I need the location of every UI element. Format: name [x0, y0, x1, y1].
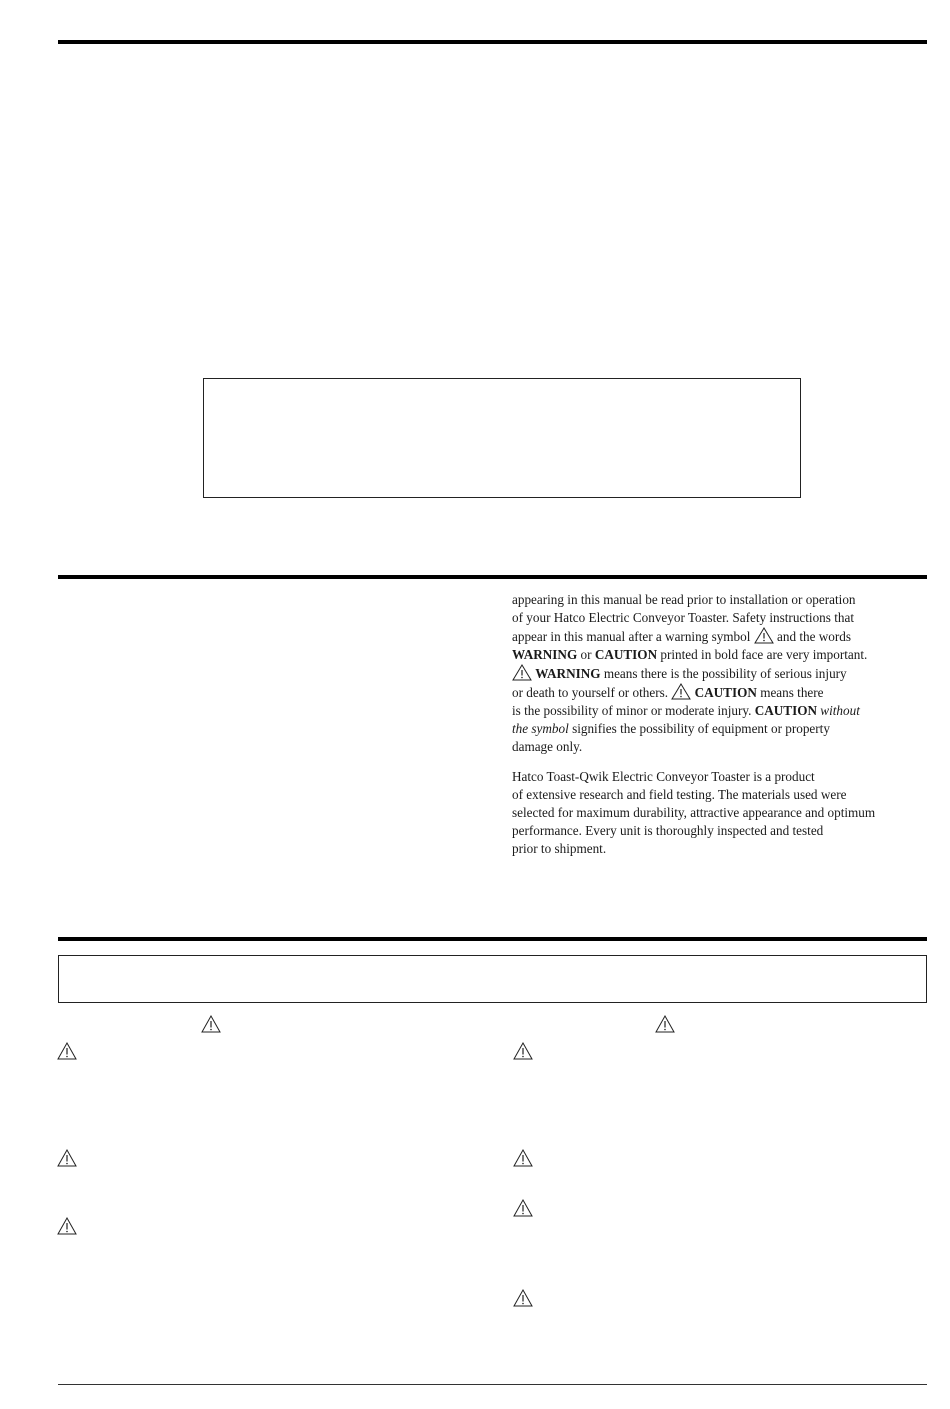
header-rule [58, 40, 927, 44]
section-rule [58, 575, 927, 579]
text-line: signifies the possibility of equipment or property [572, 721, 830, 736]
text-line: prior to shipment. [512, 841, 607, 856]
without-symbol-text: the symbol [512, 721, 569, 736]
text-line: damage only. [512, 739, 583, 754]
text-line: means there is the possibility of serious injury [603, 666, 847, 681]
text-line: of extensive research and field testing. The materials used were [512, 787, 847, 802]
safety-section-rule [58, 937, 927, 941]
text-line: or death to yourself or others. [512, 685, 669, 700]
text-line: or [580, 647, 592, 662]
text-line: Hatco Toast-Qwik Electric Conveyor Toaster is a product [512, 769, 815, 784]
warning-word: WARNING [512, 647, 578, 662]
text-line: means there [760, 685, 824, 700]
caution-word: CAUTION [694, 685, 757, 700]
warning-triangle-icon [512, 664, 532, 681]
warning-triangle-icon [513, 1149, 533, 1167]
text-line: appear in this manual after a warning symbol [512, 629, 751, 644]
caution-word: CAUTION [594, 647, 658, 662]
warning-word: WARNING [535, 666, 601, 681]
warning-triangle-icon [513, 1199, 533, 1217]
footer-rule [58, 1384, 927, 1385]
warning-triangle-icon [754, 627, 774, 644]
text-line: and the words [777, 629, 851, 644]
caution-word: CAUTION [754, 703, 817, 718]
text-line: printed in bold face are very important. [660, 647, 868, 662]
warning-triangle-icon [57, 1149, 77, 1167]
warning-triangle-icon [671, 683, 691, 700]
text-line: is the possibility of minor or moderate injury. [512, 703, 752, 718]
warning-triangle-icon [57, 1217, 77, 1235]
product-paragraph [512, 768, 932, 858]
text-line: appearing in this manual be read prior to installation or operation [512, 592, 856, 607]
safety-heading-box [58, 955, 927, 1003]
text-line: of your Hatco Electric Conveyor Toaster. Safety instructions that [512, 610, 854, 625]
text-line: selected for maximum durability, attractive appearance and optimum [512, 805, 876, 820]
warning-triangle-icon [513, 1289, 533, 1307]
warning-triangle-icon [57, 1042, 77, 1060]
without-symbol-text: without [820, 703, 860, 718]
warning-triangle-icon [655, 1015, 675, 1033]
important-safety-paragraph [512, 591, 932, 756]
notice-box [203, 378, 801, 498]
warning-triangle-icon [513, 1042, 533, 1060]
warning-triangle-icon [201, 1015, 221, 1033]
text-line: performance. Every unit is thoroughly inspected and tested [512, 823, 824, 838]
